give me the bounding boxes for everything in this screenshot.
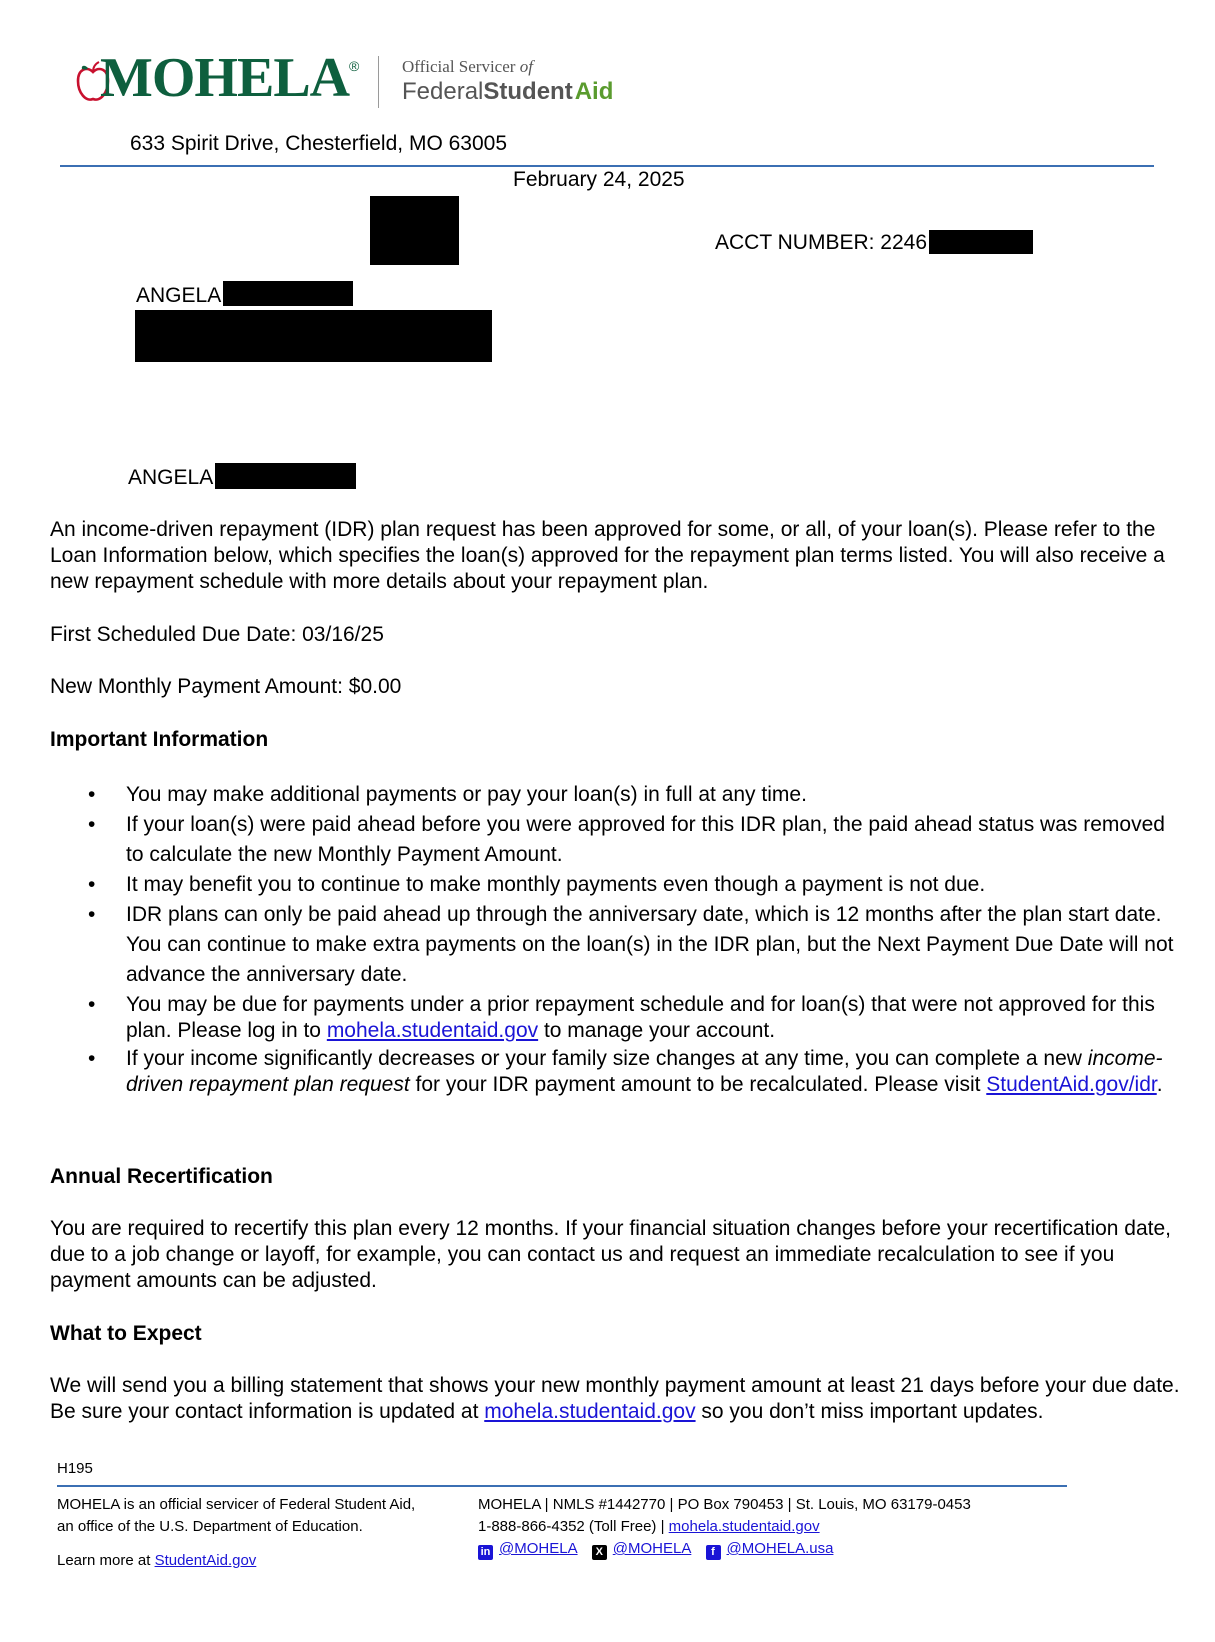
what-to-expect-paragraph: We will send you a billing statement that shows your new monthly payment amount at least 21 days before your due date. Be sure your contact information is updated at mohela.studentaid.gov so you don’t miss important updates. <box>50 1374 1180 1423</box>
recipient-name: ANGELA <box>136 281 353 309</box>
important-info-list <box>88 780 1178 1098</box>
x-icon[interactable]: X <box>592 1545 607 1560</box>
learn-more: Learn more at StudentAid.gov <box>57 1552 257 1569</box>
list-item: • IDR plans can only be paid ahead up through the anniversary date, which is 12 months after the plan start date. You can continue to make extra payments on the loan(s) in the IDR plan, but the Next Payment Due Date will not advance the anniversary date. <box>88 900 1178 990</box>
footer-contact-line: MOHELA | NMLS #1442770 | PO Box 790453 | St. Louis, MO 63179-0453 <box>478 1496 971 1513</box>
important-info-heading: Important Information <box>50 728 269 751</box>
list-item: • If your loan(s) were paid ahead before you were approved for this IDR plan, the paid ahead status was removed to calculate the new Monthly Payment Amount. <box>88 810 1178 870</box>
list-item: • You may make additional payments or pay your loan(s) in full at any time. <box>88 780 1178 810</box>
footer-left-line: MOHELA is an official servicer of Federal Student Aid, <box>57 1496 416 1513</box>
return-address: 633 Spirit Drive, Chesterfield, MO 63005 <box>130 132 508 155</box>
account-number: ACCT NUMBER: 2246 <box>715 230 1033 256</box>
x-link[interactable]: @MOHELA <box>612 1540 692 1557</box>
redaction-block <box>223 281 353 306</box>
letter-date: February 24, 2025 <box>513 168 685 191</box>
annual-recert-paragraph: You are required to recertify this plan every 12 months. If your financial situation changes before your recertification date, due to a job change or layoff, for example, you can contact us and request an immediate recalculation to see if you payment amounts can be adjusted. <box>50 1217 1172 1292</box>
logo-divider <box>378 56 379 108</box>
list-item: • It may benefit you to continue to make monthly payments even though a payment is not due. <box>88 870 1178 900</box>
social-links <box>478 1538 971 1560</box>
what-to-expect-heading: What to Expect <box>50 1322 202 1345</box>
first-due-date: First Scheduled Due Date: 03/16/25 <box>50 623 384 646</box>
studentaid-idr-link[interactable]: StudentAid.gov/idr <box>986 1073 1157 1096</box>
form-code: H195 <box>57 1460 93 1477</box>
mohela-link[interactable]: mohela.studentaid.gov <box>484 1400 696 1423</box>
monthly-payment: New Monthly Payment Amount: $0.00 <box>50 675 402 698</box>
redaction-block <box>215 463 356 489</box>
intro-paragraph: An income-driven repayment (IDR) plan request has been approved for some, or all, of your loan(s). Please refer to the Loan Information below, which specifies the loan(s) approved for the repayment plan terms listed. You will also receive a new repayment schedule with more details about your repayment plan. <box>50 518 1165 593</box>
footer-right <box>478 1494 971 1560</box>
footer-phone-line: 1-888-866-4352 (Toll Free) | mohela.studentaid.gov <box>478 1518 820 1535</box>
list-item: • You may be due for payments under a prior repayment schedule and for loan(s) that were not approved for this plan. Please log in to mohela.studentaid.gov to manage your account. <box>88 992 1178 1044</box>
redaction-block <box>135 310 492 362</box>
footer-left <box>57 1494 415 1572</box>
facebook-icon[interactable]: f <box>706 1545 721 1560</box>
linkedin-icon[interactable]: in <box>478 1545 493 1560</box>
official-servicer-text: Official Servicer of <box>402 57 533 76</box>
mohela-link[interactable]: mohela.studentaid.gov <box>668 1518 820 1535</box>
facebook-link[interactable]: @MOHELA.usa <box>726 1540 834 1557</box>
annual-recert-heading: Annual Recertification <box>50 1165 273 1188</box>
list-item: • If your income significantly decreases or your family size changes at any time, you can complete a new income-driven repayment plan request for your IDR payment amount to be recalculated. Please visit StudentAid.gov/idr. <box>88 1046 1178 1098</box>
mohela-link[interactable]: mohela.studentaid.gov <box>326 1019 539 1042</box>
registered-mark: ® <box>349 58 360 74</box>
mohela-logo: MOHELA <box>100 47 350 109</box>
recipient-name-2: ANGELA <box>128 463 356 491</box>
linkedin-link[interactable]: @MOHELA <box>499 1540 578 1557</box>
footer-rule <box>57 1485 1067 1487</box>
studentaid-link[interactable]: StudentAid.gov <box>154 1552 257 1569</box>
redaction-block <box>370 196 459 265</box>
federal-student-aid-logo: FederalStudent Aid <box>402 78 614 105</box>
redaction-block <box>929 230 1033 254</box>
footer-left-line: an office of the U.S. Department of Education. <box>57 1518 363 1535</box>
